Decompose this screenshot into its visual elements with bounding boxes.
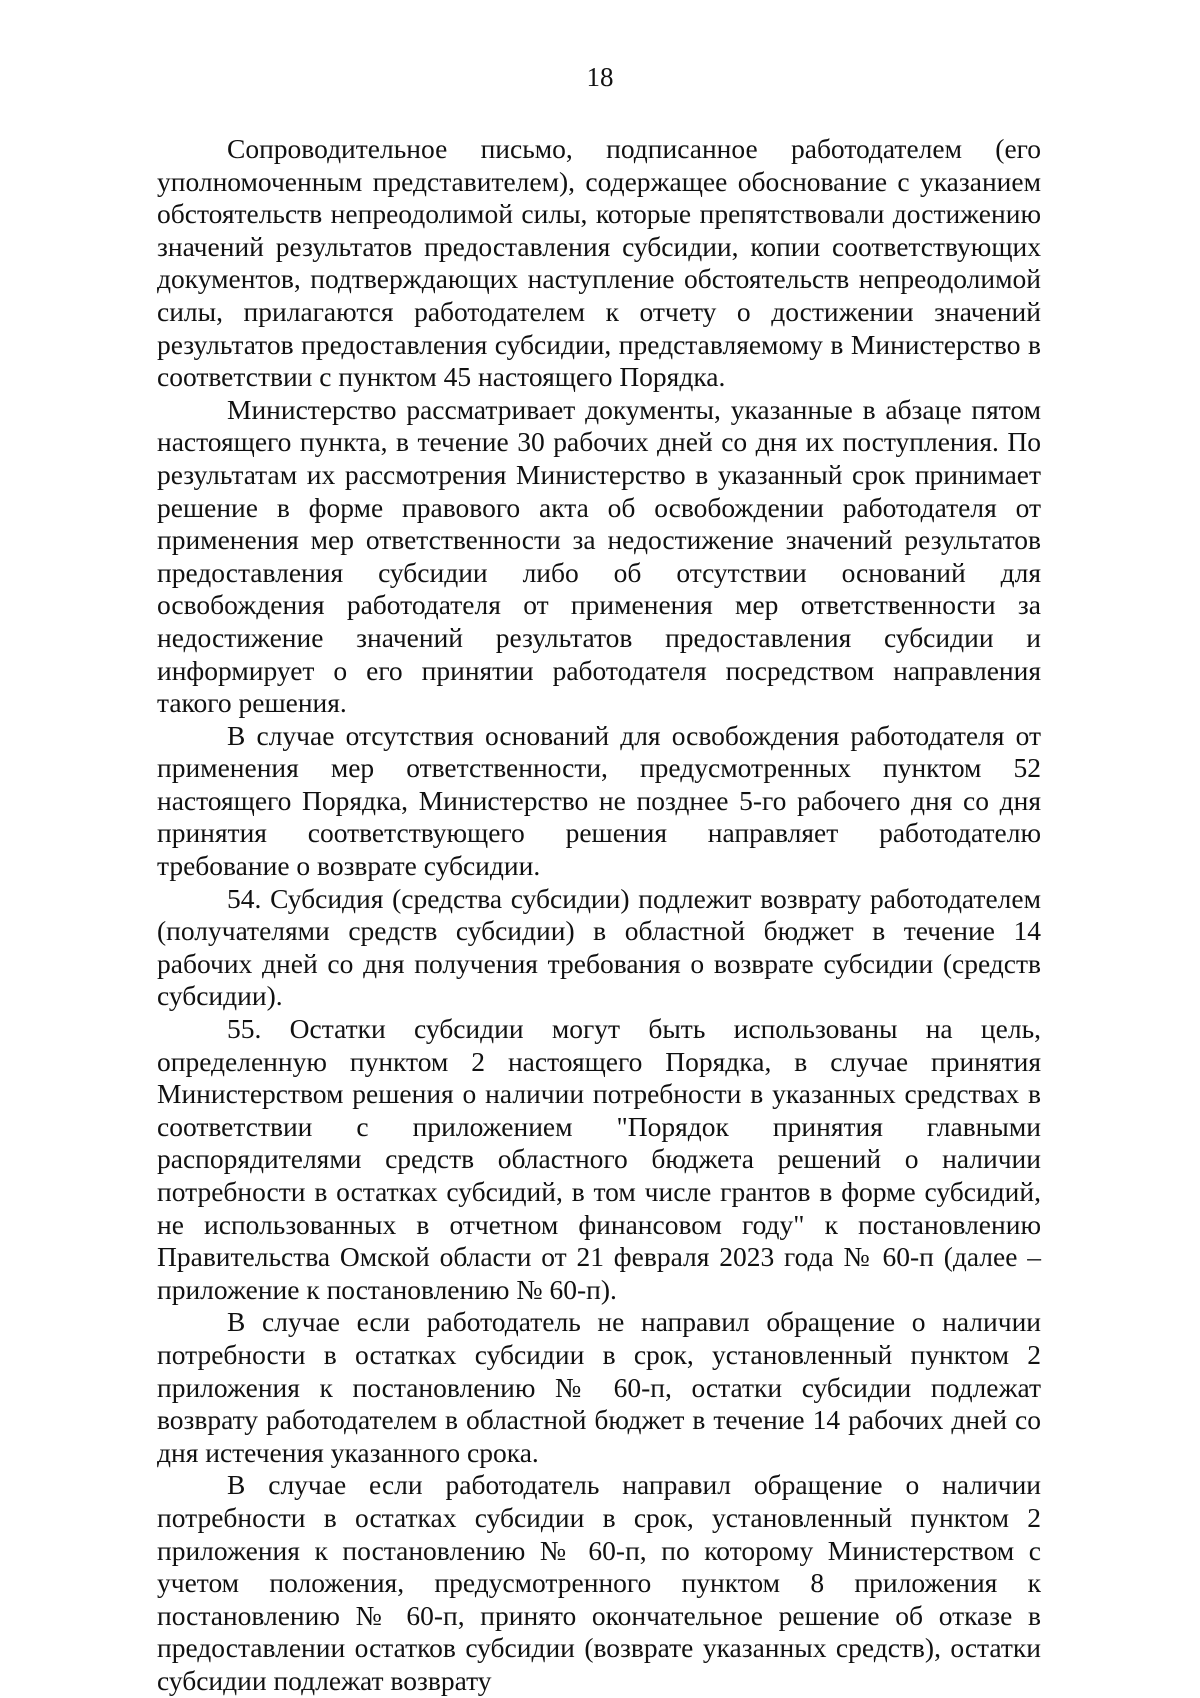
paragraph-item-55: 55. Остатки субсидии могут быть использованы на цель, определенную пунктом 2 настоящего Порядка, в случае принятия Министерством решения о наличии потребности в указанных средствах в соответствии с приложением "Порядок принятия главными распорядителями средств областного бюджета решений о наличии потребности в остатках субсидий, в том числе грантов в форме субсидий, не использованных в отчетном финансовом году" к постановлению Правительства Омской области от 21 февраля 2023 года № 60-п (далее – приложение к постановлению № 60-п). <box>157 1013 1041 1305</box>
paragraph-item-54: 54. Субсидия (средства субсидии) подлежит возврату работодателем (получателями средств субсидии) в областной бюджет в течение 14 рабочих дней со дня получения требования о возврате субсидии (средств субсидии). <box>157 882 1041 1012</box>
paragraph-cover-letter: Сопроводительное письмо, подписанное работодателем (его уполномоченным представителем), содержащее обоснование с указанием обстоятельств непреодолимой силы, которые препятствовали достижению значений результатов предоставления субсидии, копии соответствующих документов, подтверждающих наступление обстоятельств непреодолимой силы, прилагаются работодателем к отчету о достижении значений результатов предоставления субсидии, представляемому в Министерство в соответствии с пунктом 45 настоящего Порядка. <box>157 133 1041 393</box>
paragraph-no-grounds-return: В случае отсутствия оснований для освобождения работодателя от применения мер ответственности, предусмотренных пунктом 52 настоящего Порядка, Министерство не позднее 5-го рабочего дня со дня принятия соответствующего решения направляет работодателю требование о возврате субсидии. <box>157 719 1041 882</box>
paragraph-request-refused: В случае если работодатель направил обращение о наличии потребности в остатках субсидии в срок, установленный пунктом 2 приложения к постановлению № 60-п, по которому Министерством с учетом положения, предусмотренного пунктом 8 приложения к постановлению № 60-п, принято окончательное решение об отказе в предоставлении остатков субсидии (возврате указанных средств), остатки субсидии подлежат возврату <box>157 1469 1041 1696</box>
paragraph-no-request: В случае если работодатель не направил обращение о наличии потребности в остатках субсидии в срок, установленный пунктом 2 приложения к постановлению № 60-п, остатки субсидии подлежат возврату работодателем в областной бюджет в течение 14 рабочих дней со дня истечения указанного срока. <box>157 1306 1041 1468</box>
page-number: 18 <box>586 62 614 92</box>
document-body <box>157 133 1041 1698</box>
paragraph-ministry-review: Министерство рассматривает документы, указанные в абзаце пятом настоящего пункта, в течение 30 рабочих дней со дня их поступления. По результатам их рассмотрения Министерство в указанный срок принимает решение в форме правового акта об освобождении работодателя от применения мер ответственности за недостижение значений результатов предоставления субсидии либо об отсутствии оснований для освобождения работодателя от применения мер ответственности за недостижение значений результатов предоставления субсидии и информирует о его принятии работодателя посредством направления такого решения. <box>157 393 1041 719</box>
